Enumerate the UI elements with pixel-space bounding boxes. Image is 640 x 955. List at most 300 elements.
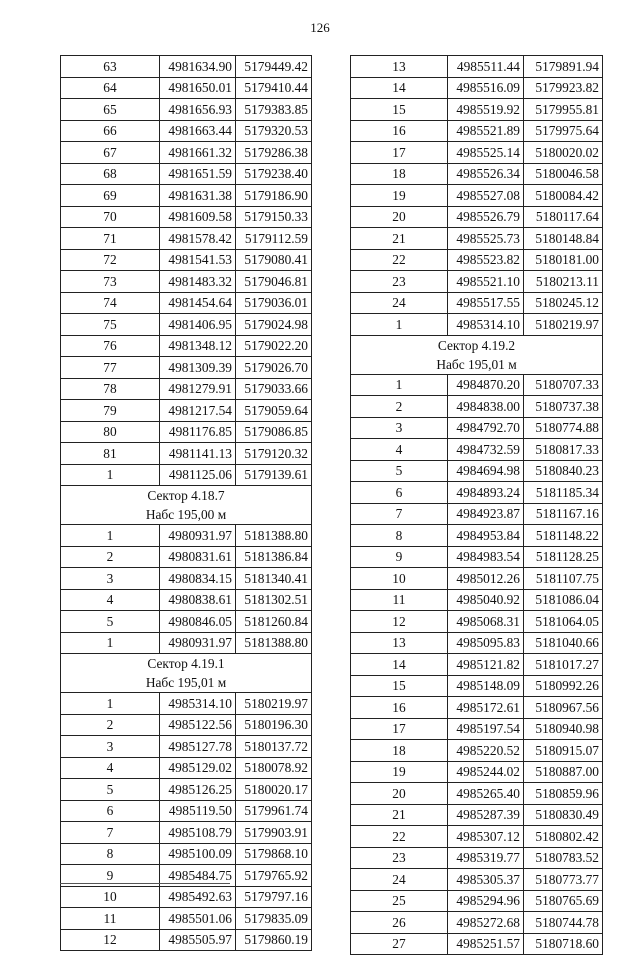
y-coordinate-cell: 5180744.78: [524, 912, 603, 934]
y-coordinate-cell: 5181107.75: [524, 568, 603, 590]
table-row: [61, 271, 312, 293]
point-number-cell: 11: [61, 908, 160, 930]
x-coordinate-cell: 4985492.63: [160, 886, 236, 908]
table-row: [351, 56, 603, 78]
y-coordinate-cell: 5179860.19: [236, 929, 312, 951]
sector-header: [351, 335, 603, 374]
point-number-cell: 17: [351, 142, 448, 164]
table-row: [351, 482, 603, 504]
y-coordinate-cell: 5179975.64: [524, 120, 603, 142]
x-coordinate-cell: 4985040.92: [448, 589, 524, 611]
y-coordinate-cell: 5179080.41: [236, 249, 312, 271]
y-coordinate-cell: 5180783.52: [524, 847, 603, 869]
y-coordinate-cell: 5179139.61: [236, 464, 312, 486]
table-row: [351, 314, 603, 336]
point-number-cell: 65: [61, 99, 160, 121]
point-number-cell: 12: [61, 929, 160, 951]
x-coordinate-cell: 4985148.09: [448, 675, 524, 697]
table-row: [351, 439, 603, 461]
table-row: [351, 912, 603, 934]
y-coordinate-cell: 5181260.84: [236, 611, 312, 633]
x-coordinate-cell: 4984893.24: [448, 482, 524, 504]
y-coordinate-cell: 5180817.33: [524, 439, 603, 461]
table-row: [61, 142, 312, 164]
y-coordinate-cell: 5180078.92: [236, 757, 312, 779]
table-row: [351, 611, 603, 633]
sector-elevation: Набс 195,00 м: [145, 507, 227, 522]
y-coordinate-cell: 5179046.81: [236, 271, 312, 293]
sector-header-row: [61, 486, 312, 525]
table-row: [351, 77, 603, 99]
table-row: [61, 249, 312, 271]
y-coordinate-cell: 5180859.96: [524, 783, 603, 805]
x-coordinate-cell: 4985012.26: [448, 568, 524, 590]
x-coordinate-cell: 4981483.32: [160, 271, 236, 293]
x-coordinate-cell: 4981609.58: [160, 206, 236, 228]
point-number-cell: 14: [351, 77, 448, 99]
point-number-cell: 78: [61, 378, 160, 400]
y-coordinate-cell: 5180117.64: [524, 206, 603, 228]
table-row: [61, 314, 312, 336]
point-number-cell: 1: [61, 525, 160, 547]
point-number-cell: 12: [351, 611, 448, 633]
table-row: [61, 843, 312, 865]
x-coordinate-cell: 4985197.54: [448, 718, 524, 740]
point-number-cell: 71: [61, 228, 160, 250]
point-number-cell: 6: [61, 800, 160, 822]
y-coordinate-cell: 5179320.53: [236, 120, 312, 142]
table-row: [61, 611, 312, 633]
x-coordinate-cell: 4985319.77: [448, 847, 524, 869]
table-row: [61, 120, 312, 142]
point-number-cell: 11: [351, 589, 448, 611]
table-row: [61, 736, 312, 758]
sector-title: Сектор 4.19.1: [147, 656, 225, 671]
sector-header-row: [61, 654, 312, 693]
x-coordinate-cell: 4985484.75: [160, 865, 236, 887]
page-number: 126: [310, 20, 330, 35]
point-number-cell: 20: [351, 783, 448, 805]
point-number-cell: 4: [61, 589, 160, 611]
y-coordinate-cell: 5180084.42: [524, 185, 603, 207]
table-row: [351, 120, 603, 142]
table-row: [61, 335, 312, 357]
x-coordinate-cell: 4985519.92: [448, 99, 524, 121]
x-coordinate-cell: 4981125.06: [160, 464, 236, 486]
y-coordinate-cell: 5180992.26: [524, 675, 603, 697]
x-coordinate-cell: 4984923.87: [448, 503, 524, 525]
table-row: [61, 185, 312, 207]
table-row: [351, 396, 603, 418]
y-coordinate-cell: 5180137.72: [236, 736, 312, 758]
x-coordinate-cell: 4980931.97: [160, 525, 236, 547]
y-coordinate-cell: 5180840.23: [524, 460, 603, 482]
table-row: [351, 804, 603, 826]
point-number-cell: 1: [61, 693, 160, 715]
y-coordinate-cell: 5181302.51: [236, 589, 312, 611]
point-number-cell: 13: [351, 56, 448, 78]
point-number-cell: 10: [351, 568, 448, 590]
y-coordinate-cell: 5180148.84: [524, 228, 603, 250]
x-coordinate-cell: 4985521.89: [448, 120, 524, 142]
point-number-cell: 22: [351, 826, 448, 848]
point-number-cell: 7: [61, 822, 160, 844]
table-row: [61, 822, 312, 844]
y-coordinate-cell: 5181128.25: [524, 546, 603, 568]
table-row: [61, 77, 312, 99]
table-row: [61, 400, 312, 422]
x-coordinate-cell: 4984792.70: [448, 417, 524, 439]
table-row: [351, 271, 603, 293]
point-number-cell: 1: [351, 314, 448, 336]
x-coordinate-cell: 4980931.97: [160, 632, 236, 654]
point-number-cell: 3: [61, 568, 160, 590]
sector-elevation: Набс 195,01 м: [436, 356, 517, 372]
y-coordinate-cell: 5180737.38: [524, 396, 603, 418]
table-row: [351, 697, 603, 719]
point-number-cell: 66: [61, 120, 160, 142]
x-coordinate-cell: 4985244.02: [448, 761, 524, 783]
sector-header-row: [351, 335, 603, 374]
table-row: [61, 357, 312, 379]
point-number-cell: 67: [61, 142, 160, 164]
x-coordinate-cell: 4985119.50: [160, 800, 236, 822]
x-coordinate-cell: 4981634.90: [160, 56, 236, 78]
x-coordinate-cell: 4980834.15: [160, 568, 236, 590]
x-coordinate-cell: 4981650.01: [160, 77, 236, 99]
x-coordinate-cell: 4985521.10: [448, 271, 524, 293]
y-coordinate-cell: 5179891.94: [524, 56, 603, 78]
y-coordinate-cell: 5179410.44: [236, 77, 312, 99]
y-coordinate-cell: 5181386.84: [236, 546, 312, 568]
y-coordinate-cell: 5181148.22: [524, 525, 603, 547]
point-number-cell: 5: [61, 611, 160, 633]
point-number-cell: 2: [351, 396, 448, 418]
x-coordinate-cell: 4985287.39: [448, 804, 524, 826]
point-number-cell: 79: [61, 400, 160, 422]
table-row: [351, 417, 603, 439]
point-number-cell: 20: [351, 206, 448, 228]
point-number-cell: 3: [351, 417, 448, 439]
table-row: [351, 206, 603, 228]
x-coordinate-cell: 4985272.68: [448, 912, 524, 934]
point-number-cell: 15: [351, 675, 448, 697]
x-coordinate-cell: 4985527.08: [448, 185, 524, 207]
y-coordinate-cell: 5180967.56: [524, 697, 603, 719]
x-coordinate-cell: 4985251.57: [448, 933, 524, 955]
x-coordinate-cell: 4985126.25: [160, 779, 236, 801]
table-row: [61, 589, 312, 611]
table-row: [351, 783, 603, 805]
table-row: [61, 56, 312, 78]
table-row: [61, 464, 312, 486]
table-row: [61, 632, 312, 654]
x-coordinate-cell: 4984732.59: [448, 439, 524, 461]
table-row: [351, 99, 603, 121]
table-row: [61, 525, 312, 547]
coordinates-table-right: [350, 55, 603, 955]
y-coordinate-cell: 5179923.82: [524, 77, 603, 99]
point-number-cell: 16: [351, 120, 448, 142]
x-coordinate-cell: 4985172.61: [448, 697, 524, 719]
x-coordinate-cell: 4984953.84: [448, 525, 524, 547]
y-coordinate-cell: 5180196.30: [236, 714, 312, 736]
point-number-cell: 63: [61, 56, 160, 78]
point-number-cell: 19: [351, 185, 448, 207]
x-coordinate-cell: 4985523.82: [448, 249, 524, 271]
x-coordinate-cell: 4981663.44: [160, 120, 236, 142]
x-coordinate-cell: 4981406.95: [160, 314, 236, 336]
x-coordinate-cell: 4981454.64: [160, 292, 236, 314]
y-coordinate-cell: 5179026.70: [236, 357, 312, 379]
point-number-cell: 77: [61, 357, 160, 379]
point-number-cell: 9: [351, 546, 448, 568]
point-number-cell: 5: [61, 779, 160, 801]
x-coordinate-cell: 4985095.83: [448, 632, 524, 654]
y-coordinate-cell: 5181167.16: [524, 503, 603, 525]
point-number-cell: 23: [351, 847, 448, 869]
y-coordinate-cell: 5179033.66: [236, 378, 312, 400]
y-coordinate-cell: 5181388.80: [236, 525, 312, 547]
table-row: [61, 886, 312, 908]
x-coordinate-cell: 4985525.14: [448, 142, 524, 164]
y-coordinate-cell: 5179797.16: [236, 886, 312, 908]
table-row: [61, 714, 312, 736]
y-coordinate-cell: 5180774.88: [524, 417, 603, 439]
point-number-cell: 22: [351, 249, 448, 271]
y-coordinate-cell: 5181040.66: [524, 632, 603, 654]
table-row: [61, 163, 312, 185]
x-coordinate-cell: 4981656.93: [160, 99, 236, 121]
x-coordinate-cell: 4985265.40: [448, 783, 524, 805]
x-coordinate-cell: 4985294.96: [448, 890, 524, 912]
x-coordinate-cell: 4981141.13: [160, 443, 236, 465]
point-number-cell: 64: [61, 77, 160, 99]
y-coordinate-cell: 5179903.91: [236, 822, 312, 844]
point-number-cell: 73: [61, 271, 160, 293]
point-number-cell: 70: [61, 206, 160, 228]
table-row: [351, 142, 603, 164]
x-coordinate-cell: 4981348.12: [160, 335, 236, 357]
y-coordinate-cell: 5180219.97: [236, 693, 312, 715]
x-coordinate-cell: 4984694.98: [448, 460, 524, 482]
point-number-cell: 5: [351, 460, 448, 482]
y-coordinate-cell: 5180213.11: [524, 271, 603, 293]
point-number-cell: 76: [61, 335, 160, 357]
table-row: [351, 675, 603, 697]
table-row: [351, 525, 603, 547]
point-number-cell: 15: [351, 99, 448, 121]
y-coordinate-cell: 5179150.33: [236, 206, 312, 228]
x-coordinate-cell: 4985516.09: [448, 77, 524, 99]
point-number-cell: 1: [61, 464, 160, 486]
x-coordinate-cell: 4985100.09: [160, 843, 236, 865]
y-coordinate-cell: 5181388.80: [236, 632, 312, 654]
point-number-cell: 72: [61, 249, 160, 271]
y-coordinate-cell: 5179765.92: [236, 865, 312, 887]
point-number-cell: 26: [351, 912, 448, 934]
point-number-cell: 21: [351, 228, 448, 250]
sector-elevation: Набс 195,01 м: [145, 675, 227, 690]
table-row: [351, 718, 603, 740]
point-number-cell: 14: [351, 654, 448, 676]
table-row: [351, 826, 603, 848]
y-coordinate-cell: 5179835.09: [236, 908, 312, 930]
table-row: [61, 421, 312, 443]
table-row: [61, 228, 312, 250]
point-number-cell: 68: [61, 163, 160, 185]
y-coordinate-cell: 5180887.00: [524, 761, 603, 783]
sector-header: [61, 486, 312, 525]
sector-title: Сектор 4.18.7: [147, 488, 225, 503]
x-coordinate-cell: 4984983.54: [448, 546, 524, 568]
table-row: [351, 185, 603, 207]
x-coordinate-cell: 4985068.31: [448, 611, 524, 633]
y-coordinate-cell: 5179238.40: [236, 163, 312, 185]
y-coordinate-cell: 5179112.59: [236, 228, 312, 250]
table-row: [351, 503, 603, 525]
x-coordinate-cell: 4984838.00: [448, 396, 524, 418]
table-row: [351, 740, 603, 762]
table-row: [61, 378, 312, 400]
y-coordinate-cell: 5180020.17: [236, 779, 312, 801]
y-coordinate-cell: 5179383.85: [236, 99, 312, 121]
point-number-cell: 17: [351, 718, 448, 740]
y-coordinate-cell: 5179868.10: [236, 843, 312, 865]
x-coordinate-cell: 4981541.53: [160, 249, 236, 271]
point-number-cell: 10: [61, 886, 160, 908]
point-number-cell: 4: [61, 757, 160, 779]
x-coordinate-cell: 4985220.52: [448, 740, 524, 762]
sector-title: Сектор 4.19.2: [437, 337, 516, 353]
point-number-cell: 4: [351, 439, 448, 461]
point-number-cell: 21: [351, 804, 448, 826]
point-number-cell: 75: [61, 314, 160, 336]
footer-rule: [60, 883, 230, 884]
table-row: [61, 546, 312, 568]
y-coordinate-cell: 5180718.60: [524, 933, 603, 955]
point-number-cell: 1: [61, 632, 160, 654]
y-coordinate-cell: 5181086.04: [524, 589, 603, 611]
y-coordinate-cell: 5180802.42: [524, 826, 603, 848]
y-coordinate-cell: 5181185.34: [524, 482, 603, 504]
point-number-cell: 7: [351, 503, 448, 525]
table-row: [351, 460, 603, 482]
coordinates-table-left: [60, 55, 312, 951]
table-row: [61, 443, 312, 465]
point-number-cell: 74: [61, 292, 160, 314]
point-number-cell: 16: [351, 697, 448, 719]
x-coordinate-cell: 4985314.10: [160, 693, 236, 715]
y-coordinate-cell: 5179022.20: [236, 335, 312, 357]
table-row: [61, 929, 312, 951]
x-coordinate-cell: 4980831.61: [160, 546, 236, 568]
y-coordinate-cell: 5180707.33: [524, 374, 603, 396]
point-number-cell: 9: [61, 865, 160, 887]
table-row: [351, 654, 603, 676]
table-row: [351, 568, 603, 590]
y-coordinate-cell: 5179449.42: [236, 56, 312, 78]
y-coordinate-cell: 5181340.41: [236, 568, 312, 590]
point-number-cell: 19: [351, 761, 448, 783]
x-coordinate-cell: 4981631.38: [160, 185, 236, 207]
x-coordinate-cell: 4981217.54: [160, 400, 236, 422]
x-coordinate-cell: 4981309.39: [160, 357, 236, 379]
y-coordinate-cell: 5179036.01: [236, 292, 312, 314]
x-coordinate-cell: 4985501.06: [160, 908, 236, 930]
y-coordinate-cell: 5179961.74: [236, 800, 312, 822]
point-number-cell: 27: [351, 933, 448, 955]
table-row: [351, 632, 603, 654]
y-coordinate-cell: 5180046.58: [524, 163, 603, 185]
point-number-cell: 6: [351, 482, 448, 504]
table-row: [61, 693, 312, 715]
table-row: [351, 546, 603, 568]
x-coordinate-cell: 4985121.82: [448, 654, 524, 676]
point-number-cell: 8: [61, 843, 160, 865]
y-coordinate-cell: 5180940.98: [524, 718, 603, 740]
y-coordinate-cell: 5180181.00: [524, 249, 603, 271]
y-coordinate-cell: 5179955.81: [524, 99, 603, 121]
y-coordinate-cell: 5180245.12: [524, 292, 603, 314]
table-row: [61, 292, 312, 314]
point-number-cell: 3: [61, 736, 160, 758]
table-row: [61, 99, 312, 121]
table-row: [351, 933, 603, 955]
x-coordinate-cell: 4985108.79: [160, 822, 236, 844]
table-row: [351, 761, 603, 783]
x-coordinate-cell: 4981661.32: [160, 142, 236, 164]
point-number-cell: 69: [61, 185, 160, 207]
table-row: [351, 292, 603, 314]
sector-header: [61, 654, 312, 693]
table-row: [351, 249, 603, 271]
y-coordinate-cell: 5179024.98: [236, 314, 312, 336]
table-row: [61, 757, 312, 779]
x-coordinate-cell: 4981176.85: [160, 421, 236, 443]
y-coordinate-cell: 5180773.77: [524, 869, 603, 891]
x-coordinate-cell: 4985511.44: [448, 56, 524, 78]
y-coordinate-cell: 5181064.05: [524, 611, 603, 633]
x-coordinate-cell: 4985505.97: [160, 929, 236, 951]
point-number-cell: 23: [351, 271, 448, 293]
y-coordinate-cell: 5179086.85: [236, 421, 312, 443]
point-number-cell: 24: [351, 292, 448, 314]
table-row: [61, 568, 312, 590]
x-coordinate-cell: 4985526.79: [448, 206, 524, 228]
point-number-cell: 2: [61, 714, 160, 736]
table-row: [61, 779, 312, 801]
x-coordinate-cell: 4985307.12: [448, 826, 524, 848]
table-row: [61, 206, 312, 228]
y-coordinate-cell: 5179286.38: [236, 142, 312, 164]
x-coordinate-cell: 4985526.34: [448, 163, 524, 185]
x-coordinate-cell: 4985305.37: [448, 869, 524, 891]
y-coordinate-cell: 5180830.49: [524, 804, 603, 826]
y-coordinate-cell: 5179186.90: [236, 185, 312, 207]
x-coordinate-cell: 4981651.59: [160, 163, 236, 185]
table-row: [351, 163, 603, 185]
point-number-cell: 18: [351, 740, 448, 762]
y-coordinate-cell: 5181017.27: [524, 654, 603, 676]
y-coordinate-cell: 5180219.97: [524, 314, 603, 336]
x-coordinate-cell: 4985122.56: [160, 714, 236, 736]
point-number-cell: 25: [351, 890, 448, 912]
x-coordinate-cell: 4984870.20: [448, 374, 524, 396]
x-coordinate-cell: 4985127.78: [160, 736, 236, 758]
table-row: [351, 374, 603, 396]
y-coordinate-cell: 5179120.32: [236, 443, 312, 465]
